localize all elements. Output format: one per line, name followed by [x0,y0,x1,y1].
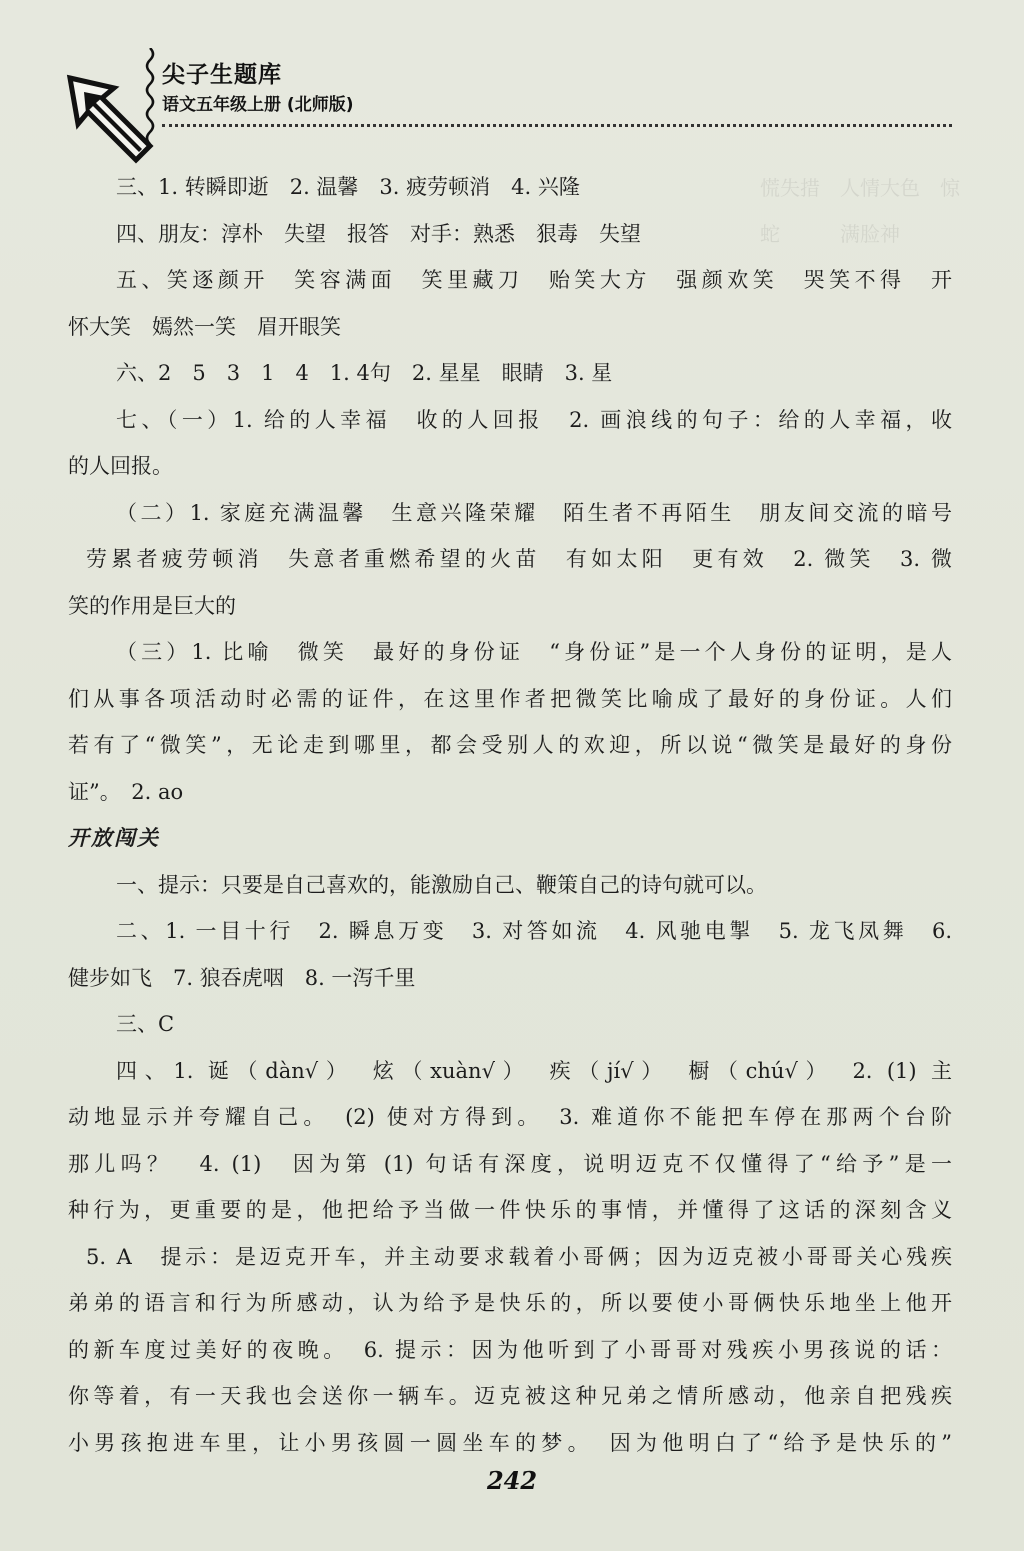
show-through-text: 蛇 满脸神 [760,222,900,246]
answer-line: （二）1. 家庭充满温馨 生意兴隆荣耀 陌生者不再陌生 朋友间交流的暗号 [116,500,952,525]
answer-line: 健步如飞 7. 狼吞虎咽 8. 一泻千里 [68,965,416,990]
answer-line: 三、1. 转瞬即逝 2. 温馨 3. 疲劳顿消 4. 兴隆 [116,175,580,199]
book-header [62,48,952,148]
page-number: 242 [486,1466,538,1495]
answer-line: 你等着，有一天我也会送你一辆车。迈克被这种兄弟之情所感动，他亲自把残疾 [68,1384,952,1408]
answer-line: 动地显示并夸耀自己。 (2) 使对方得到。 3. 难道你不能把车停在那两个台阶 [68,1105,952,1129]
answer-line: 的人回报。 [68,454,173,478]
answer-line: 一、提示：只要是自己喜欢的，能激励自己、鞭策自己的诗句就可以。 [116,872,767,897]
answer-line: 弟弟的语言和行为所感动，认为给予是快乐的，所以要使小哥俩快乐地坐上他开 [68,1291,952,1315]
wavy-line-decoration [142,48,158,148]
header-dotted-rule [162,124,952,127]
answer-line: 劳累者疲劳顿消 失意者重燃希望的火苗 有如太阳 更有效 2. 微笑 3. 微 [86,547,952,571]
answer-line: 笑的作用是巨大的 [68,593,236,618]
section-title: 开放闯关 [68,826,160,850]
answer-line: 种行为，更重要的是，他把给予当做一件快乐的事情，并懂得了这话的深刻含义 [68,1198,952,1222]
answer-line: 四、1. 诞（dàn√） 炫（xuàn√） 疾（jí√） 橱（chú√） 2. (1) 主 [116,1058,952,1083]
answer-line: 二、1. 一目十行 2. 瞬息万变 3. 对答如流 4. 风驰电掣 5. 龙飞凤舞 6. [116,919,952,943]
answer-line: （三）1. 比喻 微笑 最好的身份证 “身份证”是一个人身份的证明，是人 [116,640,952,664]
answer-line: 们从事各项活动时必需的证件，在这里作者把微笑比喻成了最好的身份证。人们 [68,686,952,711]
answer-line: 三、C [116,1012,175,1036]
show-through-text: 慌失措 人情大色 惊 [760,176,960,200]
book-title: 尖子生题库 [162,62,282,88]
answer-line: 六、2 5 3 1 4 1. 4句 2. 星星 眼睛 3. 星 [116,361,613,385]
book-subtitle: 语文五年级上册 (北师版) [162,95,354,115]
answer-line: 五、笑逐颜开 笑容满面 笑里藏刀 贻笑大方 强颜欢笑 哭笑不得 开 [116,268,952,292]
answer-content [68,164,952,1466]
answer-line: 怀大笑 嫣然一笑 眉开眼笑 [68,314,341,339]
answer-line: 七、（一）1. 给的人幸福 收的人回报 2. 画浪线的句子：给的人幸福，收 [116,407,952,432]
answer-line: 证”。 2. ao [68,779,184,804]
answer-line: 小男孩抱进车里，让小男孩圆一圆坐车的梦。 因为他明白了“给予是快乐的” [68,1430,952,1455]
answer-line: 5. A 提示：是迈克开车，并主动要求载着小哥俩；因为迈克被小哥哥关心残疾 [86,1244,952,1269]
answer-line: 的新车度过美好的夜晚。 6. 提示：因为他听到了小哥哥对残疾小男孩说的话： [68,1337,952,1362]
answer-line: 那儿吗？ 4. (1) 因为第 (1) 句话有深度，说明迈克不仅懂得了“给予”是一 [68,1151,952,1176]
answer-line: 四、朋友：淳朴 失望 报答 对手：熟悉 狠毒 失望 [116,221,641,246]
answer-line: 若有了“微笑”，无论走到哪里，都会受别人的欢迎，所以说“微笑是最好的身份 [68,733,952,757]
